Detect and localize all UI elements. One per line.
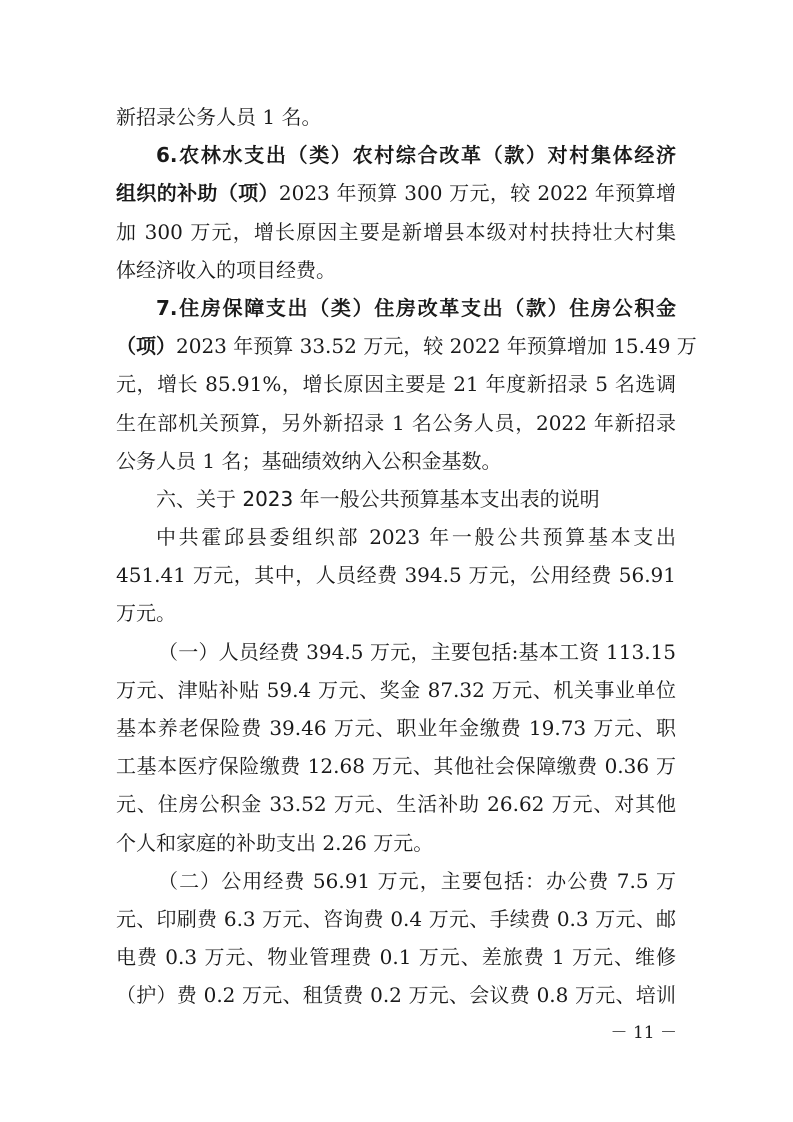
text-fragment: 2023 年预算 300 万元，较 2022 年预算增 <box>278 181 677 206</box>
text-line: 体经济收入的项目经费。 <box>116 257 336 282</box>
document-body <box>116 98 697 1015</box>
text-line: （护）费 0.2 万元、租赁费 0.2 万元、会议费 0.8 万元、培训 <box>116 983 676 1008</box>
subsection-heading-personnel: （一）人员经费 394.5 万元，主要包括:基本工资 113.15 <box>158 639 676 664</box>
text-line <box>116 174 676 212</box>
text-line: 万元、津贴补贴 59.4 万元、奖金 87.32 万元、机关事业单位 <box>116 677 676 702</box>
text-line: 元，增长 85.91%，增长原因主要是 21 年度新招录 5 名选调 <box>116 372 676 397</box>
text-line: 电费 0.3 万元、物业管理费 0.1 万元、差旅费 1 万元、维修 <box>116 945 676 970</box>
section-heading-6-cont: 组织的补助（项） <box>116 181 279 206</box>
text-line: 元、印刷费 6.3 万元、咨询费 0.4 万元、手续费 0.3 万元、邮 <box>116 906 676 931</box>
text-fragment: 2023 年预算 33.52 万元，较 2022 年预算增加 15.49 万 <box>176 334 697 359</box>
text-line <box>116 327 697 365</box>
text-line: 元、住房公积金 33.52 万元、生活补助 26.62 万元、对其他 <box>116 792 676 817</box>
section-heading-6: 6.农林水支出（类）农村综合改革（款）对村集体经济 <box>156 143 676 168</box>
section-heading-7: 7.住房保障支出（类）住房改革支出（款）住房公积金 <box>156 295 676 320</box>
text-line: 451.41 万元，其中，人员经费 394.5 万元，公用经费 56.91 <box>116 563 676 588</box>
text-line: 工基本医疗保险缴费 12.68 万元、其他社会保障缴费 0.36 万 <box>116 754 676 779</box>
subsection-heading-public: （二）公用经费 56.91 万元，主要包括：办公费 7.5 万 <box>158 868 676 893</box>
text-line: 万元。 <box>116 601 176 626</box>
text-line: 个人和家庭的补助支出 2.26 万元。 <box>116 830 434 855</box>
text-line: 基本养老保险费 39.46 万元、职业年金缴费 19.73 万元、职 <box>116 716 676 740</box>
text-line: 公务人员 1 名；基础绩效纳入公积金基数。 <box>116 448 502 473</box>
text-line: 新招录公务人员 1 名。 <box>116 105 322 129</box>
page-number: － 11 － <box>610 1023 677 1043</box>
text-line: 生在部机关预算，另外新招录 1 名公务人员，2022 年新招录 <box>116 410 676 435</box>
section-heading-7-cont: （项） <box>116 334 176 359</box>
text-line: 中共霍邱县委组织部 2023 年一般公共预算基本支出 <box>156 525 676 550</box>
section-heading-six: 六、关于 2023 年一般公共预算基本支出表的说明 <box>156 486 600 511</box>
text-line: 加 300 万元，增长原因主要是新增县本级对村扶持壮大村集 <box>116 219 676 244</box>
